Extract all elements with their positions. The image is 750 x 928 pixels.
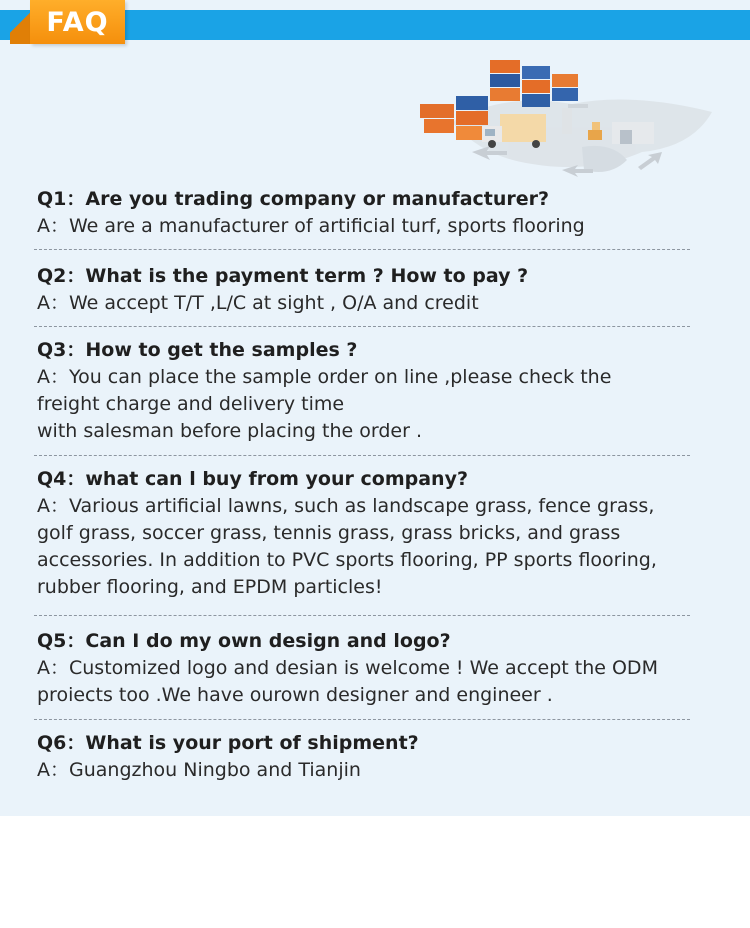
faq-item xyxy=(37,730,691,784)
faq-item xyxy=(37,337,691,445)
faq-item xyxy=(37,466,691,601)
faq-question: Q6：What is your port of shipment? xyxy=(37,732,419,754)
faq-question: Q3：How to get the samples ? xyxy=(37,339,358,361)
tab-fold-decoration xyxy=(10,0,32,44)
faq-answer-line: A：We are a manufacturer of artificial turf, sports flooring xyxy=(37,215,585,237)
faq-answer-line: accessories. In addition to PVC sports flooring, PP sports flooring, xyxy=(37,549,657,571)
faq-item xyxy=(37,628,691,709)
faq-answer-line: rubber flooring, and EPDM particles! xyxy=(37,576,383,598)
faq-answer-line: golf grass, soccer grass, tennis grass, grass bricks, and grass xyxy=(37,522,621,544)
faq-answer-line: A：We accept T/T ,L/C at sight , O/A and credit xyxy=(37,292,479,314)
faq-item xyxy=(37,186,691,240)
faq-item xyxy=(37,263,691,317)
faq-title-tab xyxy=(30,0,125,44)
faq-list xyxy=(37,186,691,784)
page-title: FAQ xyxy=(46,6,109,38)
faq-question: Q4：what can l buy from your company? xyxy=(37,468,468,490)
faq-answer-line: with salesman before placing the order . xyxy=(37,420,422,442)
faq-answer-line: A：Guangzhou Ningbo and Tianjin xyxy=(37,759,361,781)
logistics-containers-illustration xyxy=(412,52,724,182)
faq-answer-line: A：Customized logo and desian is welcome ! We accept the ODM xyxy=(37,657,658,679)
faq-question: Q5：Can I do my own design and logo? xyxy=(37,630,451,652)
faq-answer-line: proiects too .We have ourown designer and engineer . xyxy=(37,684,553,706)
faq-question: Q1：Are you trading company or manufacturer? xyxy=(37,188,550,210)
faq-answer-line: A：Various artificial lawns, such as landscape grass, fence grass, xyxy=(37,495,655,517)
faq-answer-line: A：You can place the sample order on line ,please check the xyxy=(37,366,612,388)
faq-answer-line: freight charge and delivery time xyxy=(37,393,345,415)
faq-question: Q2：What is the payment term ? How to pay ? xyxy=(37,265,529,287)
